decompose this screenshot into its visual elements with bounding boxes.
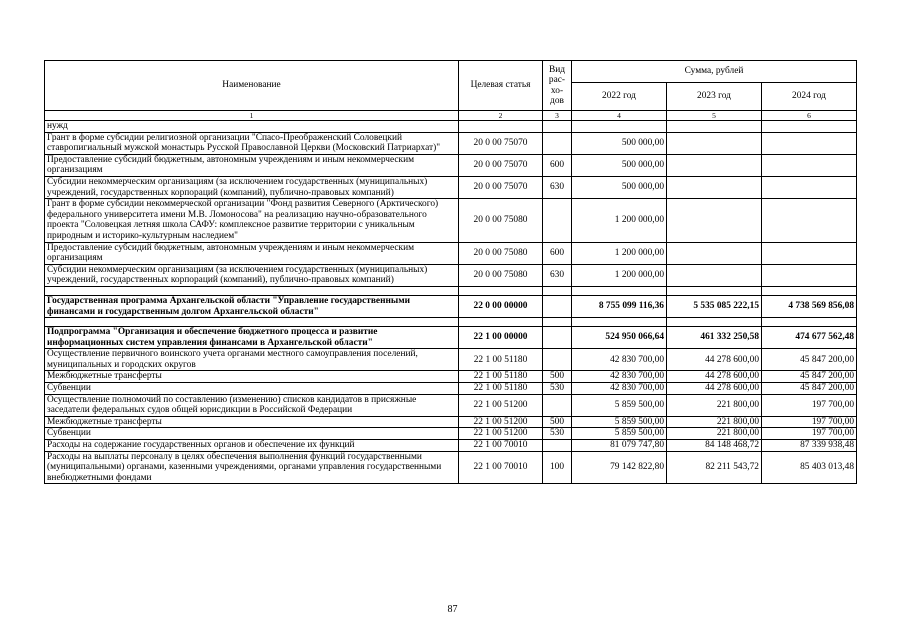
- row-expense-type: 530: [543, 428, 572, 440]
- row-amount-2022: 42 830 700,00: [572, 371, 667, 383]
- row-target-article: 22 1 00 00000: [459, 327, 543, 349]
- row-amount-2022: 1 200 000,00: [572, 242, 667, 264]
- row-amount-2024: 474 677 562,48: [762, 327, 857, 349]
- row-expense-type: [543, 440, 572, 452]
- row-name: Межбюджетные трансферты: [45, 416, 459, 428]
- row-amount-2023: 461 332 250,58: [667, 327, 762, 349]
- row-target-article: 22 1 00 51200: [459, 394, 543, 416]
- row-name: [45, 318, 459, 327]
- col-number-1: 1: [45, 111, 459, 121]
- row-expense-type: 500: [543, 416, 572, 428]
- row-target-article: 20 0 00 75070: [459, 132, 543, 154]
- row-amount-2024: [762, 121, 857, 133]
- row-amount-2023: [667, 154, 762, 176]
- table-row: [45, 121, 857, 133]
- row-amount-2024: 85 403 013,48: [762, 451, 857, 484]
- row-amount-2024: 197 700,00: [762, 394, 857, 416]
- row-amount-2024: [762, 132, 857, 154]
- row-amount-2023: [667, 132, 762, 154]
- row-amount-2023: [667, 264, 762, 286]
- row-amount-2024: 197 700,00: [762, 428, 857, 440]
- row-amount-2022: [572, 286, 667, 295]
- row-target-article: 22 1 00 51180: [459, 371, 543, 383]
- row-name: Расходы на выплаты персоналу в целях обеспечения выполнения функций государственными (муниципальными) органами, казенными учреждениями, органами управления государственными внебюджетными фондами: [45, 451, 459, 484]
- table-row: [45, 440, 857, 452]
- row-expense-type: 600: [543, 242, 572, 264]
- row-name: Грант в форме субсидии некоммерческой организации "Фонд развития Северного (Арктического) федерального университета имени М.В. Ломоносова" на реализацию научно-образовательного проекта "Соловецкая летняя школа САФУ: комплексное развитие территории с уникальным природным и историко-культурным наследием": [45, 199, 459, 242]
- row-amount-2023: 44 278 600,00: [667, 371, 762, 383]
- table-row: [45, 428, 857, 440]
- row-amount-2023: 221 800,00: [667, 428, 762, 440]
- row-target-article: 20 0 00 75070: [459, 176, 543, 198]
- row-target-article: 20 0 00 75080: [459, 199, 543, 242]
- row-amount-2024: 45 847 200,00: [762, 371, 857, 383]
- col-number-4: 4: [572, 111, 667, 121]
- page-number: 87: [447, 604, 458, 615]
- row-amount-2024: 197 700,00: [762, 416, 857, 428]
- empty-row: [45, 318, 857, 327]
- row-amount-2022: 81 079 747,80: [572, 440, 667, 452]
- row-amount-2024: [762, 176, 857, 198]
- row-name: Межбюджетные трансферты: [45, 371, 459, 383]
- row-amount-2023: [667, 286, 762, 295]
- row-amount-2022: 42 830 700,00: [572, 383, 667, 395]
- budget-table: [44, 60, 857, 484]
- col-number-2: 2: [459, 111, 543, 121]
- row-name: Расходы на содержание государственных органов и обеспечение их функций: [45, 440, 459, 452]
- row-amount-2022: 42 830 700,00: [572, 349, 667, 371]
- table-row: [45, 176, 857, 198]
- row-amount-2023: 84 148 468,72: [667, 440, 762, 452]
- table-row: [45, 242, 857, 264]
- row-name: Грант в форме субсидии религиозной организации "Спасо-Преображенский Соловецкий ставропигиальный мужской монастырь Русской Православной Церкви (Московский Патриархат)": [45, 132, 459, 154]
- row-amount-2023: 44 278 600,00: [667, 383, 762, 395]
- row-amount-2022: 5 859 500,00: [572, 416, 667, 428]
- row-target-article: 22 1 00 51180: [459, 383, 543, 395]
- table-row: [45, 327, 857, 349]
- row-expense-type: 630: [543, 176, 572, 198]
- table-row: [45, 349, 857, 371]
- row-amount-2023: 221 800,00: [667, 416, 762, 428]
- row-target-article: 22 1 00 51200: [459, 416, 543, 428]
- row-expense-type: [543, 327, 572, 349]
- col-number-6: 6: [762, 111, 857, 121]
- row-amount-2022: 500 000,00: [572, 176, 667, 198]
- row-expense-type: [543, 121, 572, 133]
- row-amount-2023: [667, 199, 762, 242]
- table-row: [45, 199, 857, 242]
- row-amount-2023: [667, 176, 762, 198]
- row-target-article: 22 1 00 51180: [459, 349, 543, 371]
- row-amount-2022: 500 000,00: [572, 154, 667, 176]
- row-amount-2024: [762, 264, 857, 286]
- row-name: Государственная программа Архангельской области "Управление государственными финансами и государственным долгом Архангельской области": [45, 295, 459, 317]
- row-name: Субсидии некоммерческим организациям (за исключением государственных (муниципальных) учреждений, государственных корпораций (компаний), публично-правовых компаний): [45, 264, 459, 286]
- row-amount-2022: [572, 318, 667, 327]
- row-expense-type: 630: [543, 264, 572, 286]
- row-amount-2023: [667, 242, 762, 264]
- table-row: [45, 132, 857, 154]
- row-amount-2024: 4 738 569 856,08: [762, 295, 857, 317]
- row-expense-type: [543, 318, 572, 327]
- header-expense-type: Вид рас- хо- дов: [543, 61, 572, 111]
- row-name: нужд: [45, 121, 459, 133]
- row-target-article: 20 0 00 75070: [459, 154, 543, 176]
- row-name: [45, 286, 459, 295]
- row-expense-type: [543, 394, 572, 416]
- col-number-5: 5: [667, 111, 762, 121]
- row-amount-2024: 45 847 200,00: [762, 383, 857, 395]
- row-amount-2024: [762, 242, 857, 264]
- row-target-article: 22 1 00 51200: [459, 428, 543, 440]
- row-name: Субсидии некоммерческим организациям (за исключением государственных (муниципальных) учреждений, государственных корпораций (компаний), публично-правовых компаний): [45, 176, 459, 198]
- row-target-article: [459, 121, 543, 133]
- row-expense-type: [543, 199, 572, 242]
- table-row: [45, 416, 857, 428]
- header-name: Наименование: [45, 61, 459, 111]
- row-name: Предоставление субсидий бюджетным, автономным учреждениям и иным некоммерческим организациям: [45, 242, 459, 264]
- header-year-2023: 2023 год: [667, 83, 762, 111]
- row-expense-type: 500: [543, 371, 572, 383]
- row-amount-2022: 1 200 000,00: [572, 199, 667, 242]
- row-expense-type: [543, 349, 572, 371]
- table-row: [45, 154, 857, 176]
- row-name: Предоставление субсидий бюджетным, автономным учреждениям и иным некоммерческим организациям: [45, 154, 459, 176]
- row-amount-2024: [762, 154, 857, 176]
- row-expense-type: 100: [543, 451, 572, 484]
- table-row: [45, 264, 857, 286]
- row-amount-2022: 79 142 822,80: [572, 451, 667, 484]
- empty-row: [45, 286, 857, 295]
- row-expense-type: [543, 286, 572, 295]
- row-expense-type: 530: [543, 383, 572, 395]
- row-target-article: 22 1 00 70010: [459, 440, 543, 452]
- row-amount-2022: [572, 121, 667, 133]
- table-row: [45, 383, 857, 395]
- row-amount-2024: [762, 318, 857, 327]
- table-row: [45, 451, 857, 484]
- row-name: Субвенции: [45, 383, 459, 395]
- row-amount-2022: 8 755 099 116,36: [572, 295, 667, 317]
- row-amount-2022: 5 859 500,00: [572, 428, 667, 440]
- row-amount-2024: 87 339 938,48: [762, 440, 857, 452]
- row-amount-2023: [667, 121, 762, 133]
- row-expense-type: [543, 295, 572, 317]
- row-amount-2024: [762, 199, 857, 242]
- header-year-2022: 2022 год: [572, 83, 667, 111]
- row-amount-2023: 44 278 600,00: [667, 349, 762, 371]
- row-target-article: [459, 318, 543, 327]
- table-body: [45, 121, 857, 484]
- row-target-article: 22 1 00 70010: [459, 451, 543, 484]
- row-target-article: 22 0 00 00000: [459, 295, 543, 317]
- table-row: [45, 371, 857, 383]
- row-amount-2023: 221 800,00: [667, 394, 762, 416]
- row-amount-2022: 524 950 066,64: [572, 327, 667, 349]
- header-year-2024: 2024 год: [762, 83, 857, 111]
- row-amount-2022: 1 200 000,00: [572, 264, 667, 286]
- row-target-article: 20 0 00 75080: [459, 264, 543, 286]
- row-amount-2023: 5 535 085 222,15: [667, 295, 762, 317]
- header-target-article: Целевая статья: [459, 61, 543, 111]
- row-name: Субвенции: [45, 428, 459, 440]
- table-header: [45, 61, 857, 121]
- table-row: [45, 295, 857, 317]
- row-amount-2022: 5 859 500,00: [572, 394, 667, 416]
- row-amount-2023: 82 211 543,72: [667, 451, 762, 484]
- row-amount-2022: 500 000,00: [572, 132, 667, 154]
- row-name: Осуществление полномочий по составлению (изменению) списков кандидатов в присяжные заседатели федеральных судов общей юрисдикции в Российской Федерации: [45, 394, 459, 416]
- header-sum: Сумма, рублей: [572, 61, 857, 83]
- row-expense-type: 600: [543, 154, 572, 176]
- row-target-article: [459, 286, 543, 295]
- row-target-article: 20 0 00 75080: [459, 242, 543, 264]
- row-name: Осуществление первичного воинского учета органами местного самоуправления поселений, муниципальных и городских округов: [45, 349, 459, 371]
- row-amount-2024: [762, 286, 857, 295]
- row-name: Подпрограмма "Организация и обеспечение бюджетного процесса и развитие информационных систем управления финансами в Архангельской области": [45, 327, 459, 349]
- row-amount-2024: 45 847 200,00: [762, 349, 857, 371]
- table-row: [45, 394, 857, 416]
- row-amount-2023: [667, 318, 762, 327]
- row-expense-type: [543, 132, 572, 154]
- col-number-3: 3: [543, 111, 572, 121]
